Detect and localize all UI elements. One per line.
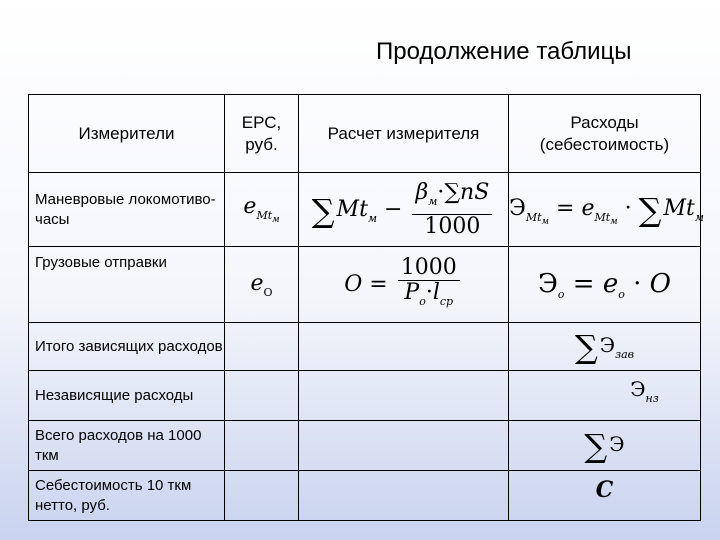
header-eps — [225, 95, 299, 173]
costs-formula — [509, 173, 704, 247]
empty-cell — [225, 421, 299, 471]
row-label: Себестоимость 10 ткм нетто, руб. — [29, 471, 225, 521]
costs-formula — [509, 323, 701, 371]
formula — [574, 327, 635, 366]
empty-cell — [299, 471, 509, 521]
calc-formula — [299, 173, 509, 247]
formula-symbol: Mt — [525, 210, 542, 224]
formula-symbol: м — [367, 211, 378, 225]
formula-symbol: Mt — [663, 195, 695, 221]
costs-table — [28, 94, 704, 521]
formula-symbol: Э — [630, 377, 646, 401]
denominator — [401, 281, 456, 314]
row-label: Итого зависящих расходов — [29, 323, 225, 371]
header-calc — [299, 95, 509, 173]
header-measure-label: Измерители — [78, 123, 175, 143]
empty-cell — [299, 371, 509, 421]
empty-cell — [225, 323, 299, 371]
sum-symbol: ∑ — [574, 327, 598, 366]
header-costs — [509, 95, 701, 173]
fraction — [412, 181, 492, 239]
sum-symbol: ∑ — [311, 191, 335, 230]
formula-symbol: м — [610, 216, 618, 227]
costs-formula — [509, 471, 701, 521]
table-row — [29, 247, 701, 323]
formula-symbol: = — [572, 268, 595, 299]
costs-formula — [509, 371, 701, 421]
formula-symbol: нз — [645, 392, 659, 405]
formula-symbol: e — [602, 268, 619, 299]
row-label: Маневровые локомотиво-часы — [29, 173, 225, 247]
row-label: Грузовые отправки — [29, 247, 225, 323]
formula-symbol: · — [624, 195, 632, 221]
formula-symbol: Mt — [336, 196, 368, 222]
formula — [250, 270, 273, 299]
formula-symbol: · — [425, 279, 433, 305]
formula-symbol: nS — [460, 179, 490, 205]
row-label: Всего расходов на 1000 ткм — [29, 421, 225, 471]
table-row — [29, 173, 701, 247]
formula-symbol: C — [595, 477, 614, 503]
fraction — [398, 256, 460, 314]
formula-symbol: Э — [599, 332, 616, 357]
formula-symbol: e — [250, 270, 264, 296]
formula-symbol: e — [581, 195, 595, 221]
eps-formula — [225, 247, 299, 323]
formula-symbol: O — [649, 268, 671, 299]
numerator: 1000 — [398, 256, 460, 281]
header-measure — [29, 95, 225, 173]
page-title: Продолжение таблицы — [376, 38, 632, 65]
formula — [344, 254, 462, 308]
formula-symbol: Э — [609, 431, 625, 456]
empty-cell — [299, 323, 509, 371]
formula-symbol: о — [618, 287, 625, 301]
formula-symbol: · — [437, 179, 445, 205]
sum-symbol: ∑ — [638, 190, 662, 229]
formula-symbol: м — [541, 216, 549, 227]
formula — [630, 377, 659, 405]
formula-symbol: Mt — [594, 210, 611, 224]
formula-symbol: о — [557, 287, 565, 301]
formula-symbol: O — [344, 271, 363, 297]
empty-cell — [299, 421, 509, 471]
header-calc-label: Расчет измерителя — [327, 123, 480, 143]
formula-symbol: · — [633, 268, 642, 299]
costs-formula — [509, 247, 701, 323]
sum-symbol: ∑ — [444, 179, 461, 205]
formula-symbol: β — [415, 179, 429, 205]
formula-symbol: = — [556, 195, 575, 221]
empty-cell — [225, 371, 299, 421]
formula-symbol: м — [428, 194, 438, 208]
formula — [538, 269, 671, 299]
formula-symbol: о — [419, 294, 426, 308]
table-row — [29, 323, 701, 371]
table-row — [29, 421, 701, 471]
header-row — [29, 95, 701, 173]
table-row — [29, 371, 701, 421]
empty-cell — [225, 471, 299, 521]
formula-symbol: м — [272, 215, 280, 225]
eps-formula — [225, 173, 299, 247]
denominator: 1000 — [424, 213, 481, 239]
row-label: Независящие расходы — [29, 371, 225, 421]
formula — [584, 426, 625, 465]
formula — [509, 190, 704, 229]
formula-symbol: ср — [439, 294, 454, 308]
numerator — [412, 181, 492, 215]
sum-symbol: ∑ — [584, 426, 608, 465]
header-eps-label: ЕРС, руб. — [241, 112, 282, 154]
formula-symbol: l — [432, 279, 440, 305]
calc-formula — [299, 247, 509, 323]
formula-symbol: = — [369, 271, 388, 297]
formula-symbol: зав — [615, 347, 635, 361]
formula-symbol: Э — [538, 268, 558, 299]
formula — [596, 477, 614, 503]
formula-symbol: Mt — [256, 209, 273, 222]
costs-formula — [509, 421, 701, 471]
formula — [243, 194, 280, 225]
formula-symbol: − — [384, 196, 403, 222]
header-costs-label: Расходы (себестоимость) — [539, 112, 670, 154]
formula-symbol: O — [263, 285, 273, 299]
formula-symbol: м — [694, 210, 704, 224]
table-row — [29, 471, 701, 521]
formula — [311, 179, 496, 239]
formula-symbol: P — [404, 279, 420, 305]
formula-symbol: Э — [509, 195, 526, 221]
formula-symbol: e — [243, 194, 257, 219]
